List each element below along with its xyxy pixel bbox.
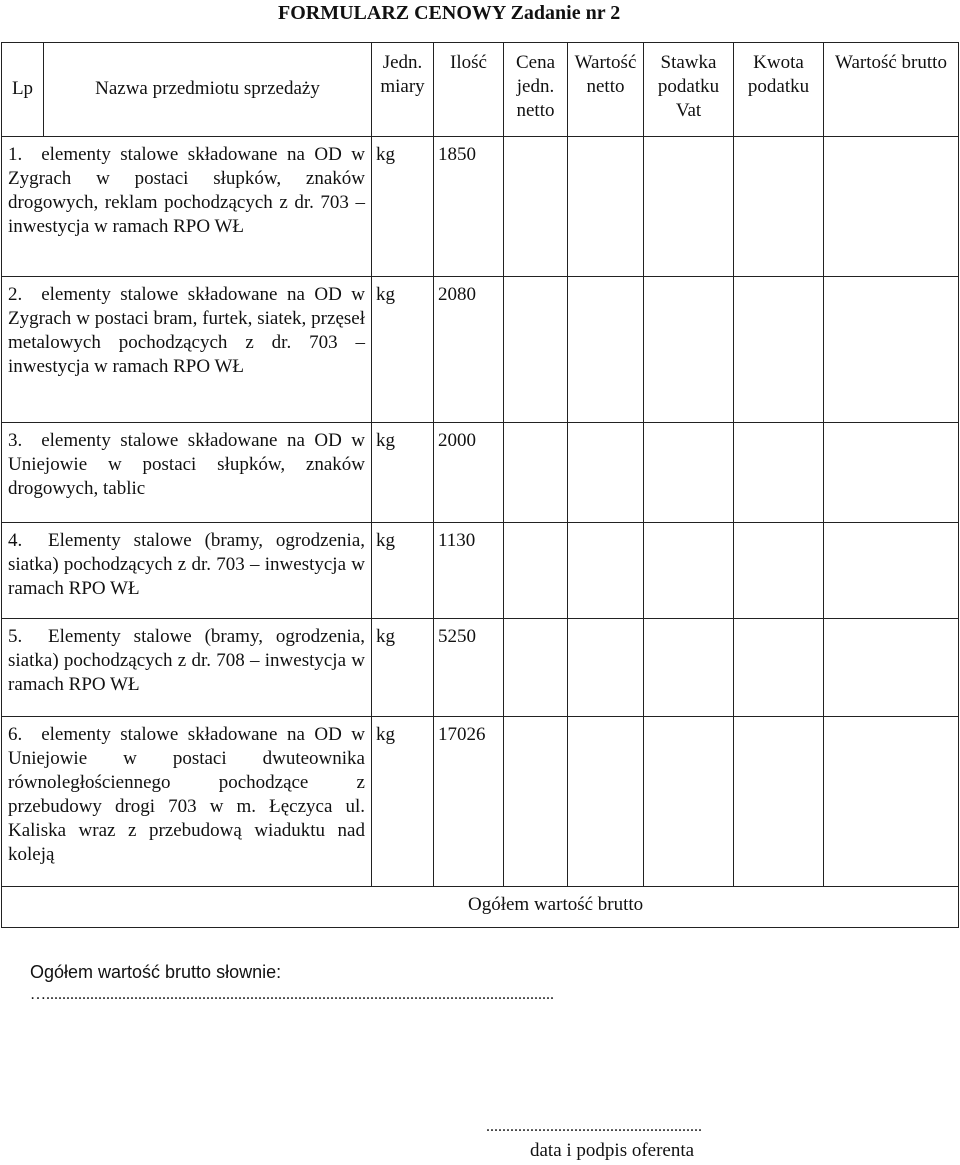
- table-row: [2, 619, 959, 717]
- row-5-tax-amount[interactable]: [734, 619, 824, 717]
- row-5-qty: 5250: [434, 619, 504, 717]
- row-2-tax-amount[interactable]: [734, 277, 824, 423]
- row-6-vat-rate[interactable]: [644, 717, 734, 887]
- row-1-gross-value[interactable]: [824, 137, 959, 277]
- row-3-vat-rate[interactable]: [644, 423, 734, 523]
- header-gross-value: Wartość brutto: [824, 43, 959, 137]
- signature-line[interactable]: ......................................................: [486, 1118, 702, 1135]
- header-vat-rate: Stawka podatku Vat: [644, 43, 734, 137]
- gross-in-words-label: Ogółem wartość brutto słownie:: [30, 962, 282, 982]
- row-2-name: 2. elementy stalowe składowane na OD w Zygrach w postaci bram, furtek, siatek, przęseł metalowych pochodzących z dr. 703 – inwestycja w ramach RPO WŁ: [2, 277, 372, 423]
- row-6-unit-price[interactable]: [504, 717, 568, 887]
- row-4-qty: 1130: [434, 523, 504, 619]
- row-3-net-value[interactable]: [568, 423, 644, 523]
- header-tax-amount: Kwota podatku: [734, 43, 824, 137]
- header-name: Nazwa przedmiotu sprzedaży: [44, 43, 372, 137]
- row-1-vat-rate[interactable]: [644, 137, 734, 277]
- gross-in-words-line[interactable]: …...............................................................................................................................: [30, 986, 554, 1003]
- row-5-unit-price[interactable]: [504, 619, 568, 717]
- row-1-net-value[interactable]: [568, 137, 644, 277]
- row-4-tax-amount[interactable]: [734, 523, 824, 619]
- row-6-name: 6. elementy stalowe składowane na OD w Uniejowie w postaci dwuteownika równoległościennego pochodzące z przebudowy drogi 703 w m. Łęczyca ul. Kaliska wraz z przebudową wiaduktu nad koleją: [2, 717, 372, 887]
- row-5-vat-rate[interactable]: [644, 619, 734, 717]
- row-5-net-value[interactable]: [568, 619, 644, 717]
- row-5-gross-value[interactable]: [824, 619, 959, 717]
- row-6-tax-amount[interactable]: [734, 717, 824, 887]
- row-3-unit-price[interactable]: [504, 423, 568, 523]
- row-3-qty: 2000: [434, 423, 504, 523]
- signature-label: data i podpis oferenta: [530, 1140, 695, 1161]
- row-3-tax-amount[interactable]: [734, 423, 824, 523]
- row-6-gross-value[interactable]: [824, 717, 959, 887]
- row-6-qty: 17026: [434, 717, 504, 887]
- table-row: [2, 277, 959, 423]
- row-4-name: 4. Elementy stalowe (bramy, ogrodzenia, siatka) pochodzących z dr. 703 – inwestycja w ramach RPO WŁ: [2, 523, 372, 619]
- row-4-unit-price[interactable]: [504, 523, 568, 619]
- header-qty: Ilość: [434, 43, 504, 137]
- table-row: [2, 523, 959, 619]
- row-1-name: 1. elementy stalowe składowane na OD w Zygrach w postaci słupków, znaków drogowych, reklam pochodzących z dr. 703 – inwestycja w ramach RPO WŁ: [2, 137, 372, 277]
- form-title: FORMULARZ CENOWY Zadanie nr 2: [278, 2, 621, 24]
- row-1-unit-price[interactable]: [504, 137, 568, 277]
- table-row: [2, 423, 959, 523]
- row-5-unit: kg: [372, 619, 434, 717]
- row-6-net-value[interactable]: [568, 717, 644, 887]
- row-2-gross-value[interactable]: [824, 277, 959, 423]
- row-3-gross-value[interactable]: [824, 423, 959, 523]
- row-2-net-value[interactable]: [568, 277, 644, 423]
- table-row: [2, 717, 959, 887]
- row-2-unit-price[interactable]: [504, 277, 568, 423]
- price-form-table: [1, 42, 959, 928]
- header-unit-price: Cena jedn. netto: [504, 43, 568, 137]
- row-5-name: 5. Elementy stalowe (bramy, ogrodzenia, siatka) pochodzących z dr. 708 – inwestycja w ramach RPO WŁ: [2, 619, 372, 717]
- row-2-unit: kg: [372, 277, 434, 423]
- total-gross-label: Ogółem wartość brutto: [2, 887, 959, 928]
- row-4-gross-value[interactable]: [824, 523, 959, 619]
- row-4-vat-rate[interactable]: [644, 523, 734, 619]
- row-1-qty: 1850: [434, 137, 504, 277]
- header-unit: Jedn. miary: [372, 43, 434, 137]
- row-1-tax-amount[interactable]: [734, 137, 824, 277]
- header-lp: Lp: [2, 43, 44, 137]
- row-2-qty: 2080: [434, 277, 504, 423]
- header-net-value: Wartość netto: [568, 43, 644, 137]
- row-4-unit: kg: [372, 523, 434, 619]
- row-3-name: 3. elementy stalowe składowane na OD w Uniejowie w postaci słupków, znaków drogowych, tablic: [2, 423, 372, 523]
- row-6-unit: kg: [372, 717, 434, 887]
- row-4-net-value[interactable]: [568, 523, 644, 619]
- header-row: [2, 43, 959, 137]
- row-1-unit: kg: [372, 137, 434, 277]
- row-3-unit: kg: [372, 423, 434, 523]
- total-row: [2, 887, 959, 928]
- row-2-vat-rate[interactable]: [644, 277, 734, 423]
- table-row: [2, 137, 959, 277]
